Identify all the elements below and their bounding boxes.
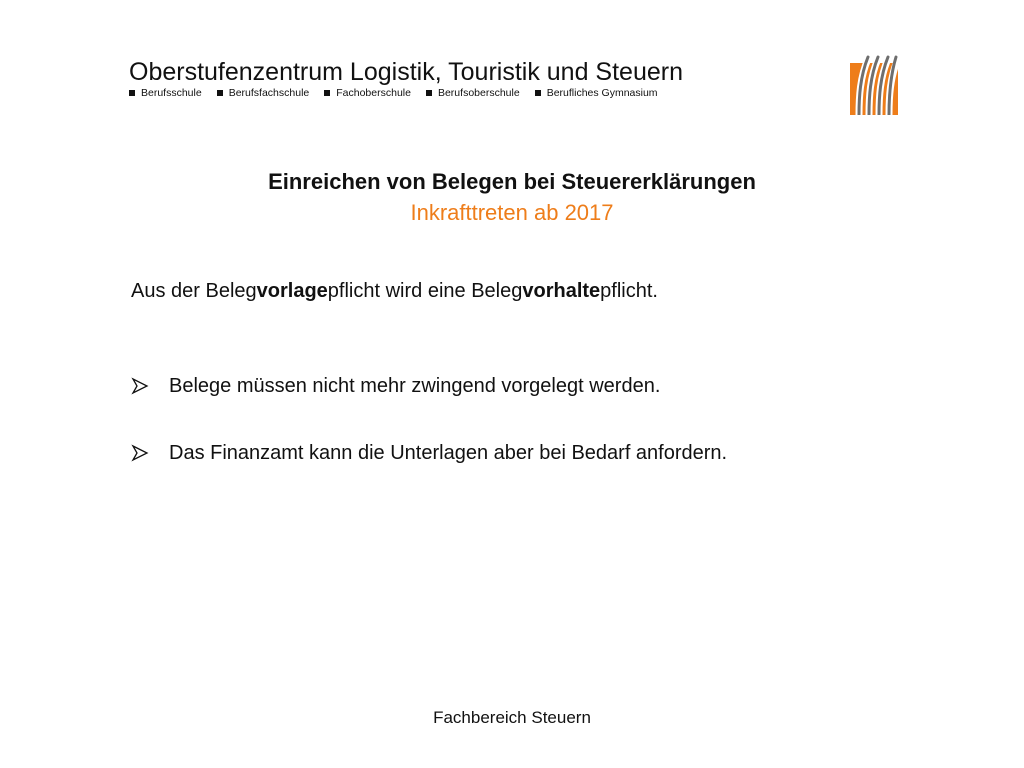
arrow-bullet-icon xyxy=(131,377,149,395)
school-type-item xyxy=(426,87,520,99)
footer-department: Fachbereich Steuern xyxy=(433,708,591,727)
school-type-item xyxy=(129,87,202,99)
school-type-label: Berufliches Gymnasium xyxy=(546,87,658,99)
square-bullet-icon xyxy=(535,90,541,96)
bullet-item xyxy=(131,439,727,467)
bullet-text: Belege müssen nicht mehr zwingend vorgelegt werden. xyxy=(169,374,661,397)
school-type-label: Berufsschule xyxy=(141,87,202,99)
statement-text: Aus der Beleg xyxy=(131,280,257,302)
school-logo-icon xyxy=(850,53,898,115)
square-bullet-icon xyxy=(217,90,223,96)
school-type-item xyxy=(217,87,310,99)
square-bullet-icon xyxy=(129,90,135,96)
arrow-bullet-icon xyxy=(131,444,149,462)
school-name-title: Oberstufenzentrum Logistik, Touristik und Steuern xyxy=(129,58,683,86)
square-bullet-icon xyxy=(426,90,432,96)
square-bullet-icon xyxy=(324,90,330,96)
slide-title: Einreichen von Belegen bei Steuererklärungen xyxy=(268,169,756,194)
slide-subtitle: Inkrafttreten ab 2017 xyxy=(410,200,614,225)
school-types-list xyxy=(129,87,673,99)
school-type-item xyxy=(324,87,411,99)
school-type-item xyxy=(535,87,658,99)
bullet-item xyxy=(131,372,727,400)
bullet-text: Das Finanzamt kann die Unterlagen aber bei Bedarf anfordern. xyxy=(169,441,728,464)
statement-text: pflicht wird eine Beleg xyxy=(327,280,523,302)
school-type-label: Fachoberschule xyxy=(336,87,411,99)
statement-text: pflicht. xyxy=(600,280,658,302)
statement-emphasis: vorhalte xyxy=(522,280,601,302)
main-statement xyxy=(131,277,658,305)
statement-emphasis: vorlage xyxy=(256,280,328,302)
bullet-list xyxy=(131,372,727,506)
school-type-label: Berufsfachschule xyxy=(228,87,310,99)
school-type-label: Berufsoberschule xyxy=(437,87,520,99)
